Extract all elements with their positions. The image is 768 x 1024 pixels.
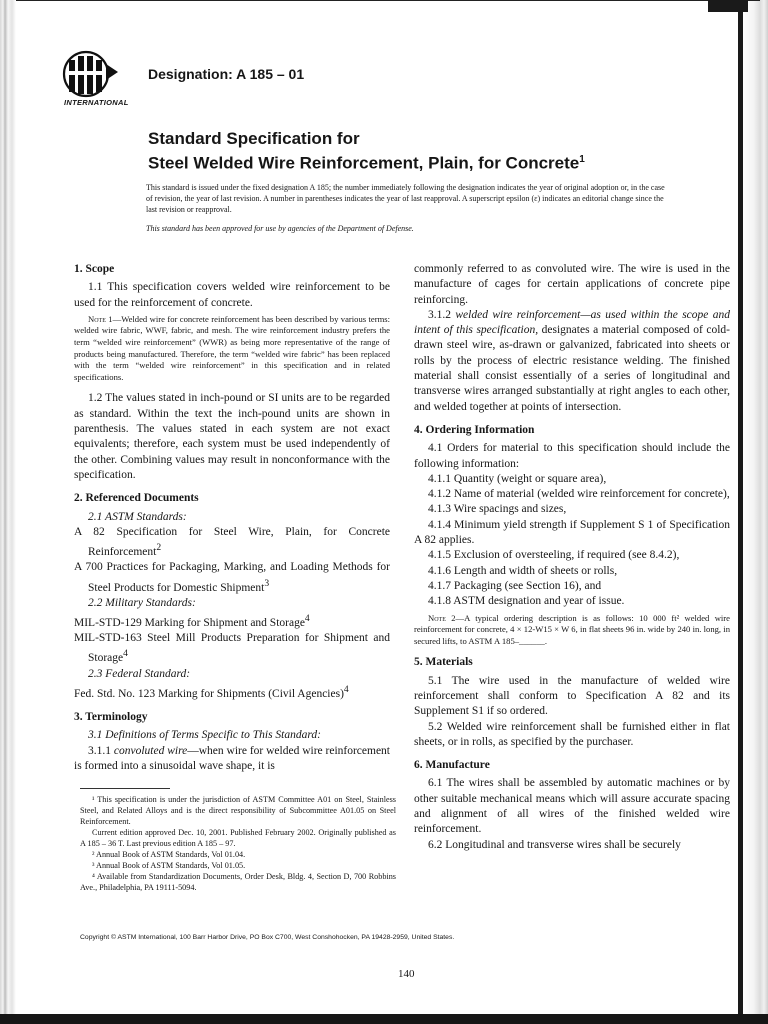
paragraph-3-1-2 [414,308,730,415]
issue-note: This standard is issued under the fixed designation A 185; the number immediately following the designation indicates the year of original adoption or, in the case of revision, the year of last revision. A number in parentheses indicates the year of last reapproval. A superscript epsilon (ε) indicates an editorial change since the last revision or reapproval. [146,183,665,214]
list-item-4-1-5: 4.1.5 Exclusion of oversteeling, if required (see 8.4.2), [428,549,680,562]
reference-mil-129-text: MIL-STD-129 Marking for Shipment and Storage [74,616,305,629]
bottom-bar [0,1014,768,1024]
title-line-2 [148,149,668,174]
note-1-text: —Welded wire for concrete reinforcement has been described by various terms: welded wire fabric, WWF, fabric, and mesh. The wire reinforcement industry prefers the term “welded wire reinforcement” (WWR) as being more representative of the range of products being manufactured. Therefore, the term “welded wire fabric” has been replaced with the term “welded wire reinforcement” in this specification and in related specifications. [74,313,390,382]
paragraph-4-1: 4.1 Orders for material to this specification should include the following information: [414,442,730,470]
paragraph-5-2: 5.2 Welded wire reinforcement shall be furnished either in flat sheets, or in rolls, as specified by the purchaser. [414,720,730,748]
paragraph-2-2: 2.2 Military Standards: [88,596,196,609]
paragraph-6-1: 6.1 The wires shall be assembled by automatic machines or by other suitable mechanical means which will assure accurate spacing and alignment of all wires of the finished welded wire reinforcement. [414,777,730,836]
scan-edge-left [0,0,16,1024]
reference-a700 [74,560,390,595]
paragraph-3-1-1-text: —when wire for welded wire reinforcement is formed into a sinusoidal wave shape, it is [74,744,390,772]
note-1-label: Note 1 [88,313,113,324]
paragraph-2-1: 2.1 ASTM Standards: [88,510,187,523]
reference-mil-163-text: MIL-STD-163 Steel Mill Products Preparation for Shipment and Storage [74,632,390,665]
footnotes [80,794,396,893]
reference-a700-text: A 700 Practices for Packaging, Marking, and Loading Methods for Steel Products for Domestic Shipment [74,561,390,594]
section-heading-scope: 1. Scope [74,263,115,275]
reference-mil-129 [74,611,390,631]
title-line-1: Standard Specification for [148,129,360,148]
note-1 [74,314,390,384]
paragraph-1-2: 1.2 The values stated in inch-pound or SI units are to be regarded as standard. Within the text the inch-pound units are shown in parenthesis. The values stated in each system are not exact equivalents; therefore, each system must be used independently of the other. Combining values may result in nonconformance with the specification. [74,392,390,481]
section-heading-materials: 5. Materials [414,656,473,669]
list-item-4-1-6: 4.1.6 Length and width of sheets or rolls, [428,564,618,577]
top-rule [16,0,760,1]
section-heading-manufacture: 6. Manufacture [414,759,490,772]
reference-fed-std-sup: 4 [343,683,349,695]
note-2-text: —A typical ordering description is as follows: 10 000 ft² welded wire reinforcement for concrete, 4 × 12-W15 × W 6, in flat sheets 96 in. wide by 240 in. long, in secured lifts, to ASTM A 185–______. [414,612,730,646]
designation: Designation: A 185 – 01 [148,66,305,82]
logo-label: INTERNATIONAL [64,98,129,107]
reference-mil-163-sup: 4 [123,648,128,660]
list-item-4-1-2: 4.1.2 Name of material (welded wire reinforcement for concrete), [428,488,730,501]
section-heading-referenced-documents: 2. Referenced Documents [74,492,199,505]
paragraph-3-1: 3.1 Definitions of Terms Specific to This Standard: [88,729,321,742]
reference-a82-text: A 82 Specification for Steel Wire, Plain, for Concrete Reinforcement [74,525,390,558]
footnote-1-continued: Current edition approved Dec. 10, 2001. Published February 2002. Originally published as A 185 – 36 T. Last previous edition A 185 – 97. [80,828,396,848]
footnote-4: ⁴ Available from Standardization Documents, Order Desk, Bldg. 4, Section D, 700 Robbins Ave., Philadelphia, PA 19111-5094. [80,872,396,892]
section-heading-ordering-information: 4. Ordering Information [414,423,535,436]
paragraph-3-1-1-number: 3.1.1 [88,744,111,757]
list-item-4-1-7: 4.1.7 Packaging (see Section 16), and [428,579,602,592]
term-convoluted-wire: convoluted wire [113,744,188,757]
paragraph-3-1-2-text: designates a material composed of cold-drawn steel wire, as-drawn or galvanized, fabricated into sheets or rolls by the process of electric resistance welding. The finished material shall consist essentially of a series of longitudinal and transverse wires arranged substantially at right angles to each other, and welded together at points of intersection. [414,324,730,413]
reference-a700-sup: 3 [264,577,270,589]
reference-fed-std-text: Fed. Std. No. 123 Marking for Shipments (Civil Agencies) [74,687,344,700]
right-margin-bar [738,0,743,1014]
paragraph-3-1-2-number: 3.1.2 [428,308,451,321]
reference-mil-129-sup: 4 [304,612,310,624]
paragraph-5-1: 5.1 The wire used in the manufacture of welded wire reinforcement shall conform to Specification A 82 and its Supplement S1 if so ordered. [414,674,730,718]
list-item-4-1-3: 4.1.3 Wire spacings and sizes, [428,503,567,516]
reference-mil-163 [74,631,390,666]
footnote-1: ¹ This specification is under the jurisdiction of ASTM Committee A01 on Steel, Stainless Steel, and Related Alloys and is the direct responsibility of Subcommittee A01.05 on Steel Reinforcement. [80,795,396,826]
paragraph-1-1: 1.1 This specification covers welded wire reinforcement to be used for the reinforcement of concrete. [74,281,390,309]
footnote-2: ² Annual Book of ASTM Standards, Vol 01.04. [92,850,246,859]
paragraph-6-2: 6.2 Longitudinal and transverse wires shall be securely [428,838,681,851]
term-welded-wire-reinforcement: welded wire reinforcement—as used within the scope and intent of this specification, [414,308,731,337]
page-number: 140 [398,968,415,980]
list-item-4-1-8: 4.1.8 ASTM designation and year of issue. [428,595,625,608]
note-2-label: Note 2 [428,612,456,623]
right-column [414,262,730,853]
page-title [148,128,668,174]
copyright-notice: Copyright © ASTM International, 100 Barr Harbor Drive, PO Box C700, West Conshohocken, PA 19428-2959, United States. [80,934,455,941]
reference-a82 [74,525,390,560]
paragraph-2-3: 2.3 Federal Standard: [88,667,191,680]
footnote-rule [80,788,170,789]
left-column [74,262,390,774]
list-item-4-1-1: 4.1.1 Quantity (weight or square area), [428,472,607,485]
section-heading-terminology: 3. Terminology [74,710,148,723]
paragraph-3-1-1-continued: commonly referred to as convoluted wire. The wire is used in the manufacture of cages for certain applications of concrete pipe reinforcing. [414,263,730,306]
scan-edge-right [744,0,768,1024]
list-item-4-1-4: 4.1.4 Minimum yield strength if Supplement S 1 of Specification A 82 applies. [414,518,730,547]
reference-fed-std [74,682,390,702]
reference-a82-sup: 2 [156,542,162,554]
paragraph-3-1-1 [74,744,390,775]
note-2 [414,613,730,648]
title-line-2-text: Steel Welded Wire Reinforcement, Plain, for Concrete [148,153,580,173]
footnote-3: ³ Annual Book of ASTM Standards, Vol 01.05. [92,861,246,870]
approval-note: This standard has been approved for use by agencies of the Department of Defense. [146,224,414,233]
title-footnote-mark: 1 [579,154,585,165]
